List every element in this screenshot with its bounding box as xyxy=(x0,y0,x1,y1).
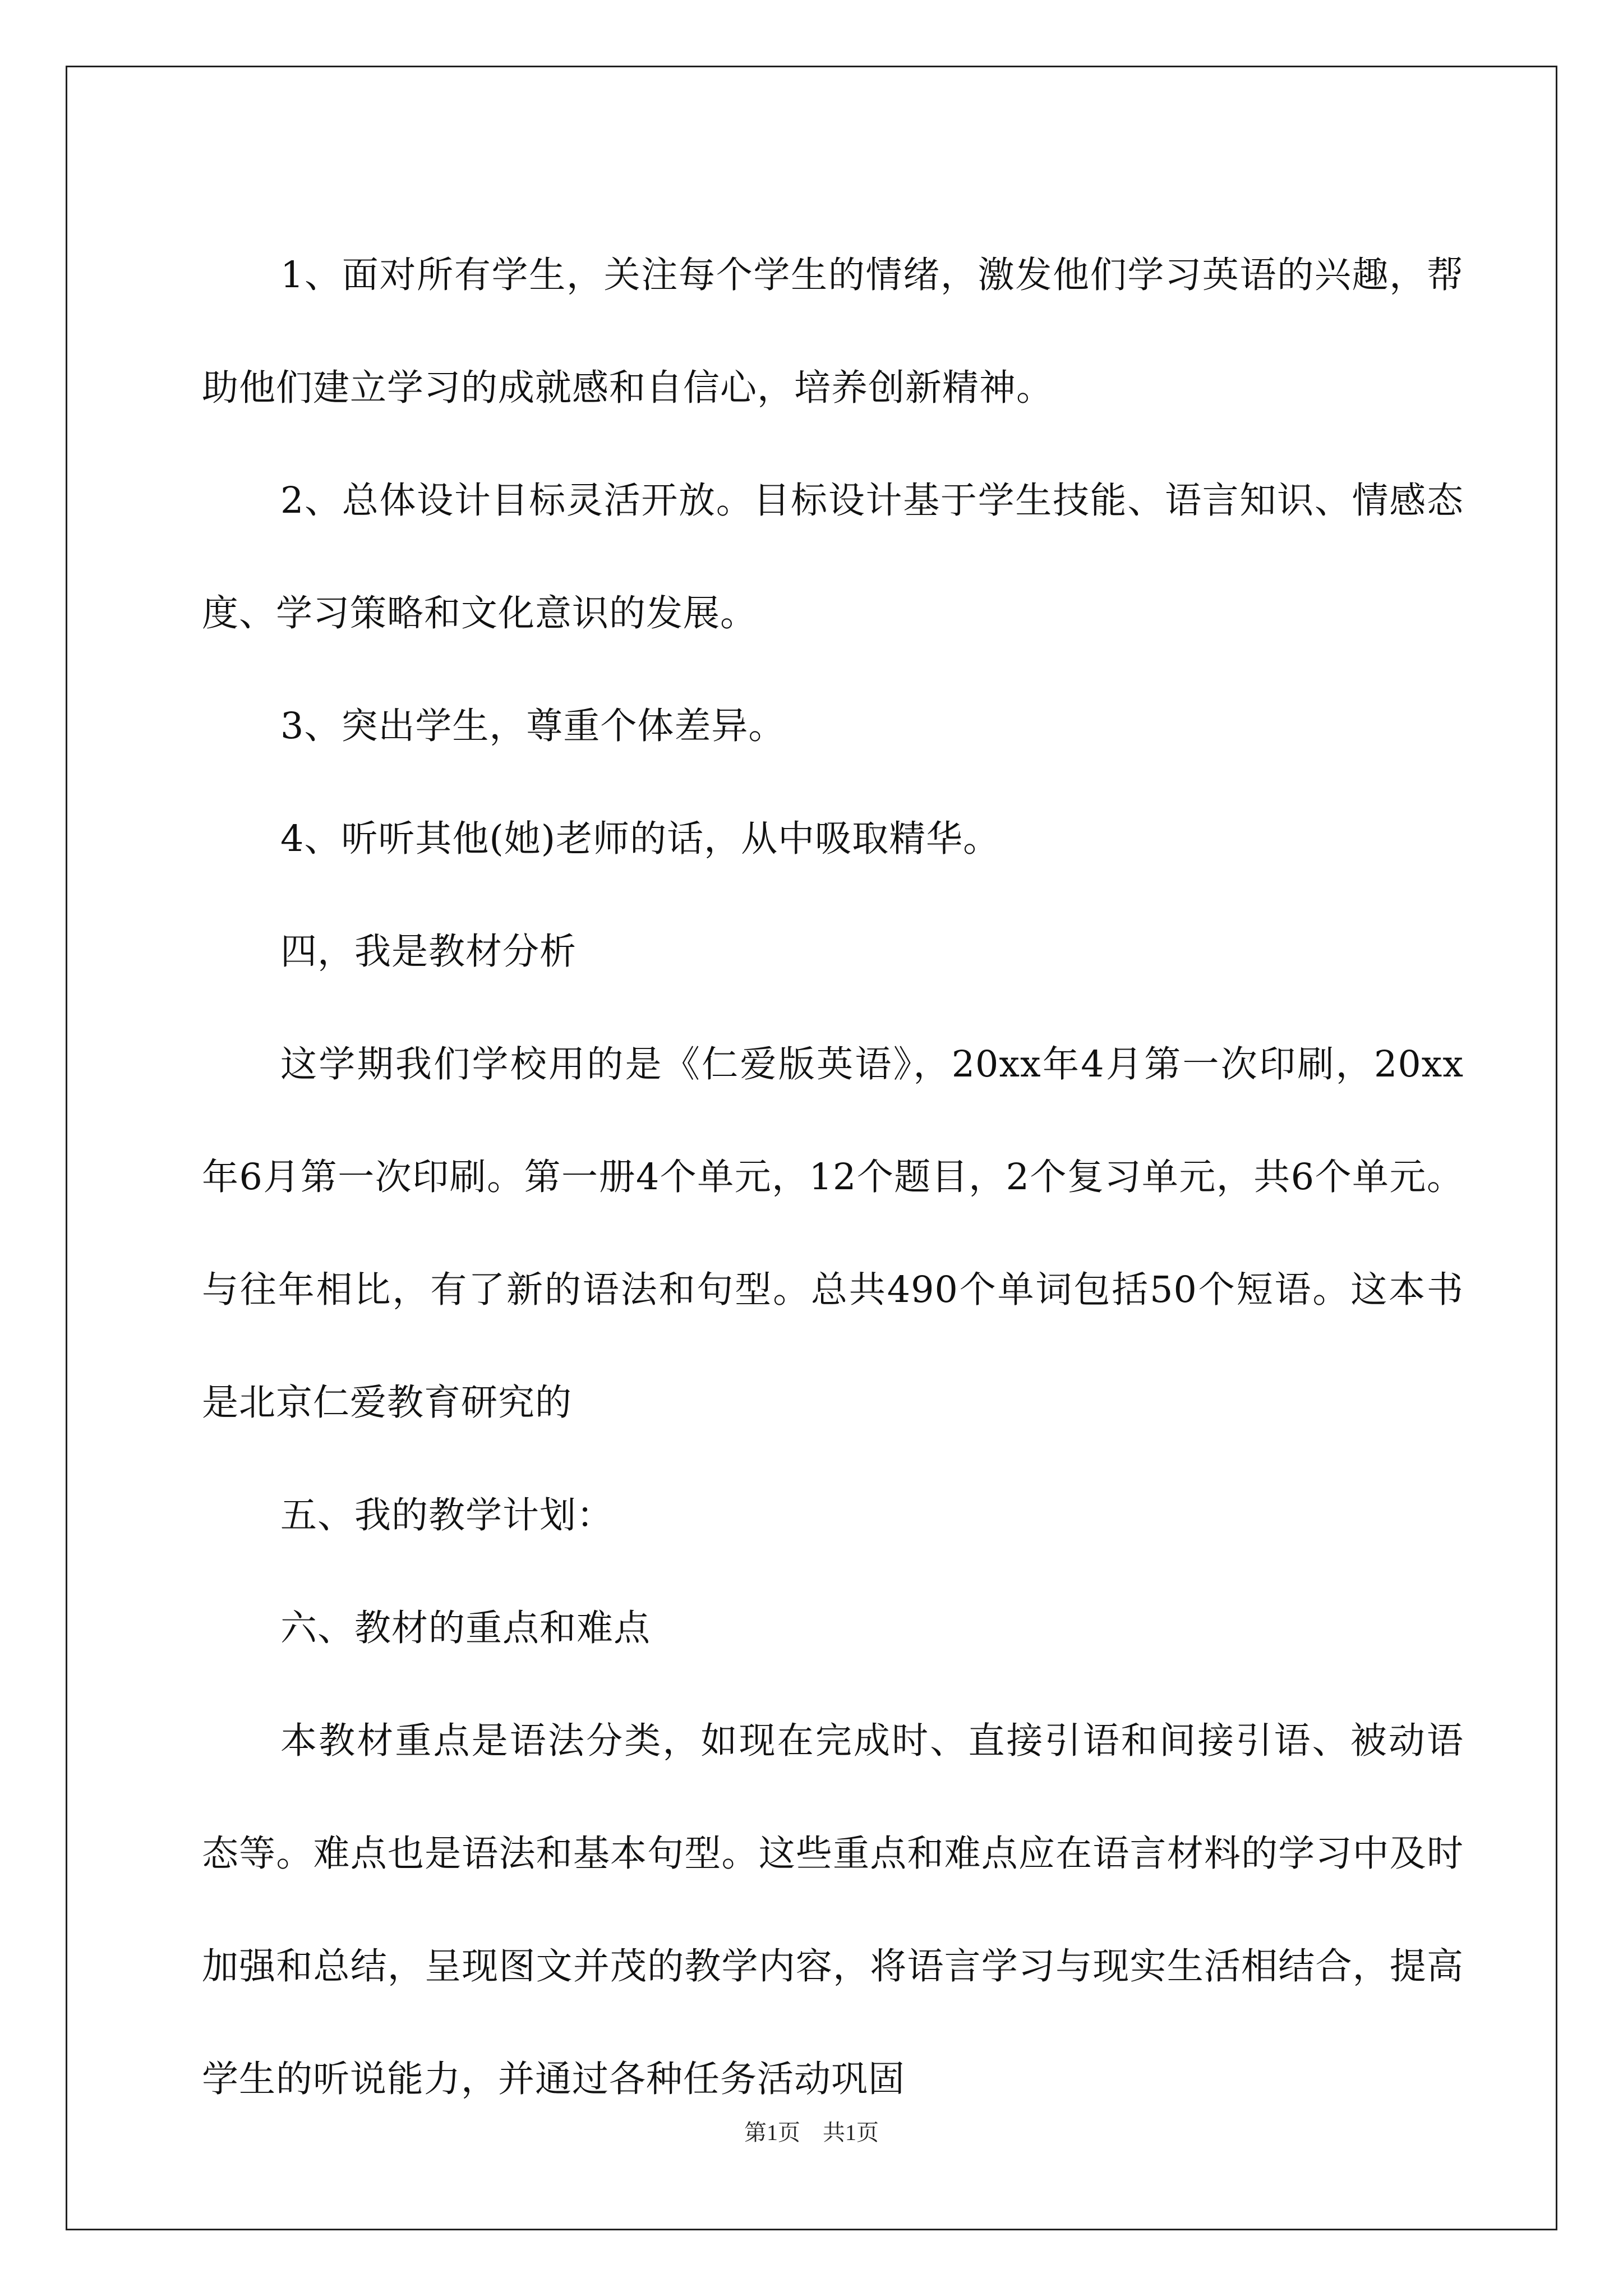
document-body xyxy=(202,219,1464,2136)
section-heading-4: 四，我是教材分析 xyxy=(280,931,577,973)
paragraph-3: 3、突出学生，尊重个体差异。 xyxy=(280,705,786,747)
section-heading-6: 六、教材的重点和难点 xyxy=(280,1607,651,1649)
paragraph-2: 2、总体设计目标灵活开放。目标设计基于学生技能、语言知识、情感态度、学习策略和文化意识的发展。 xyxy=(202,480,1464,634)
section-heading-5: 五、我的教学计划： xyxy=(280,1494,614,1536)
paragraph-1: 1、面对所有学生，关注每个学生的情绪，激发他们学习英语的兴趣，帮助他们建立学习的成就感和自信心，培养创新精神。 xyxy=(202,254,1464,409)
paragraph-4: 4、听听其他(她)老师的话，从中吸取精华。 xyxy=(280,818,1000,860)
paragraph-key-points: 本教材重点是语法分类，如现在完成时、直接引语和间接引语、被动语态等。难点也是语法和基本句型。这些重点和难点应在语言材料的学习中及时加强和总结，呈现图文并茂的教学内容，将语言学习与现实生活相结合，提高学生的听说能力，并通过各种任务活动巩固 xyxy=(202,1720,1464,2100)
page-footer: 第1页 共1页 xyxy=(744,2120,879,2145)
paragraph-textbook-analysis: 这学期我们学校用的是《仁爱版英语》，20xx年4月第一次印刷，20xx年6月第一次印刷。第一册4个单元，12个题目，2个复习单元，共6个单元。与往年相比，有了新的语法和句型。总共490个单词包括50个短语。这本书是北京仁爱教育研究的 xyxy=(202,1043,1464,1424)
